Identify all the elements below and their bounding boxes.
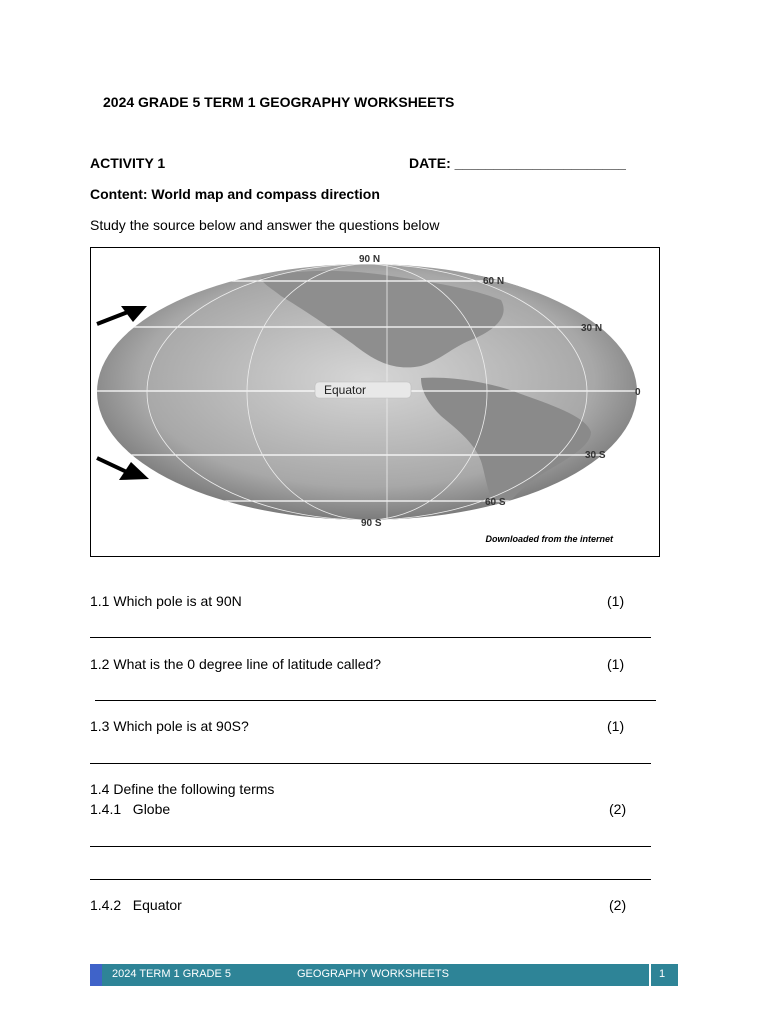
question-1-2-mark: (1) xyxy=(607,656,625,672)
question-1-1: 1.1 Which pole is at 90N xyxy=(90,593,242,609)
answer-line-1-3[interactable] xyxy=(90,763,651,764)
image-credit: Downloaded from the internet xyxy=(485,534,613,544)
question-1-4: 1.4 Define the following terms xyxy=(90,781,275,797)
label-90n: 90 N xyxy=(359,254,381,265)
question-1-2: 1.2 What is the 0 degree line of latitude called? xyxy=(90,656,382,672)
label-30s: 30 S xyxy=(585,450,606,461)
label-equator: Equator xyxy=(324,383,367,397)
label-0: 0 xyxy=(635,387,641,398)
activity-label: ACTIVITY 1 xyxy=(90,155,166,171)
page-number: 1 xyxy=(659,968,666,980)
answer-line-1-1[interactable] xyxy=(90,637,651,638)
question-1-4-1-mark: (2) xyxy=(609,801,627,817)
question-1-4-2: 1.4.2 Equator xyxy=(90,897,182,913)
page-title: 2024 GRADE 5 TERM 1 GEOGRAPHY WORKSHEETS xyxy=(103,94,455,110)
page-footer xyxy=(90,964,678,986)
footer-accent xyxy=(90,964,102,986)
content-heading: Content: World map and compass direction xyxy=(90,186,380,202)
label-30n: 30 N xyxy=(581,323,603,334)
arrow-up-right-icon xyxy=(97,306,147,324)
date-field: DATE: ______________________ xyxy=(409,155,626,171)
answer-line-1-2[interactable] xyxy=(95,700,656,701)
world-map-source xyxy=(90,247,660,557)
answer-line-1-4-1a[interactable] xyxy=(90,846,651,847)
question-1-3-mark: (1) xyxy=(607,718,625,734)
label-60n: 60 N xyxy=(483,276,505,287)
question-1-4-2-mark: (2) xyxy=(609,897,627,913)
footer-subject: GEOGRAPHY WORKSHEETS xyxy=(297,968,449,980)
question-1-4-1: 1.4.1 Globe xyxy=(90,801,171,817)
world-map-image xyxy=(91,248,659,556)
label-60s: 60 S xyxy=(485,497,506,508)
question-1-1-mark: (1) xyxy=(607,593,625,609)
answer-line-1-4-1b[interactable] xyxy=(90,879,651,880)
label-90s: 90 S xyxy=(361,518,382,529)
footer-term: 2024 TERM 1 GRADE 5 xyxy=(112,968,232,980)
question-1-3: 1.3 Which pole is at 90S? xyxy=(90,718,249,734)
footer-divider xyxy=(649,964,651,986)
instruction-text: Study the source below and answer the questions below xyxy=(90,217,440,233)
